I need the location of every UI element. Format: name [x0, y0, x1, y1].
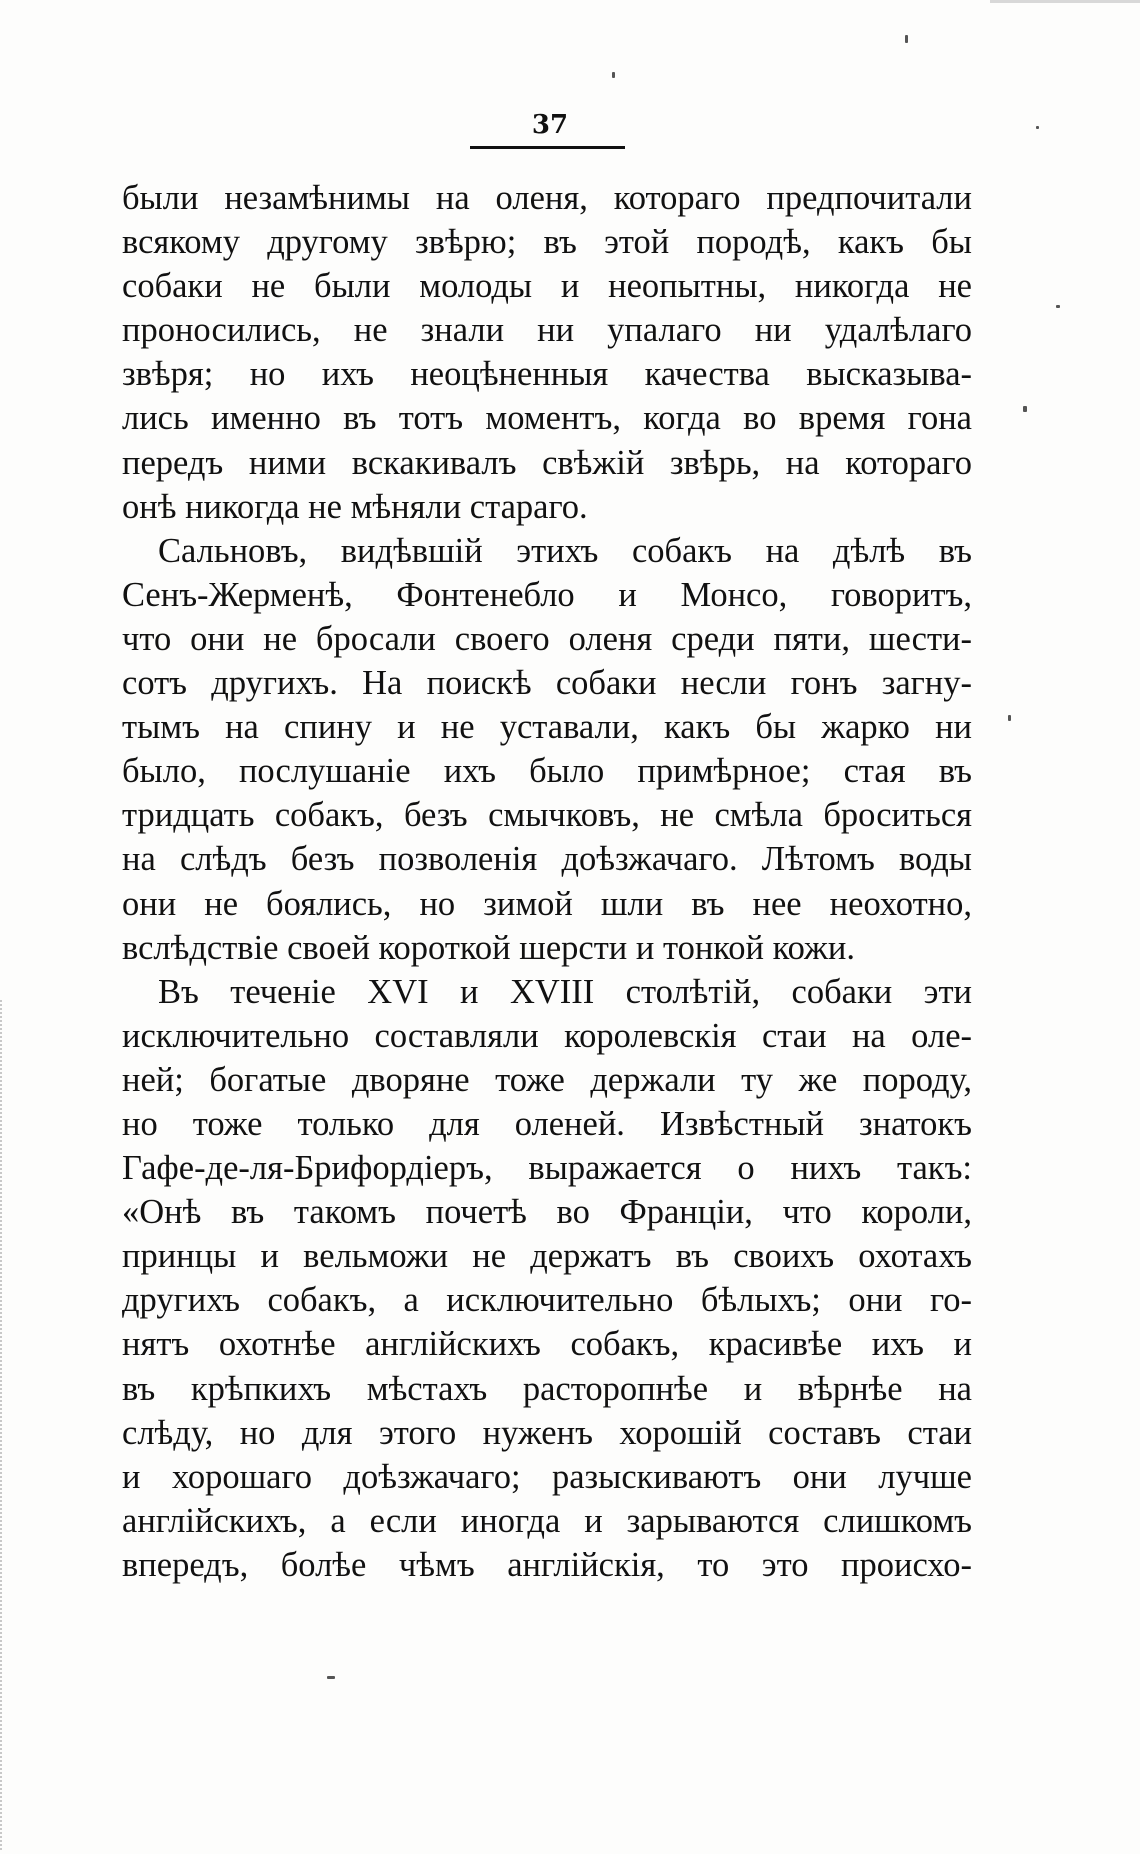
text-line: англійскихъ, а если иногда и зарываются слишкомъ [122, 1501, 972, 1540]
text-line: и хорошаго доѣзжачаго; разыскиваютъ они лучше [122, 1457, 972, 1496]
text-line: исключительно составляли королевскія стаи на оле- [122, 1016, 972, 1055]
text-line: вслѣдствіе своей короткой шерсти и тонкой кожи. [122, 928, 855, 967]
scan-speck [1036, 126, 1039, 129]
text-line: онѣ никогда не мѣняли стараго. [122, 487, 588, 526]
text-line: было, послушаніе ихъ было примѣрное; стая въ [122, 752, 972, 791]
page-edge-left [0, 1000, 4, 1850]
text-line: собаки не были молоды и неопытны, никогда не [122, 267, 972, 306]
scan-speck [327, 1676, 335, 1679]
scan-speck [1056, 305, 1060, 308]
scan-speck [1023, 406, 1027, 412]
text-line: слѣду, но для этого нуженъ хорошій составъ стаи [122, 1413, 972, 1452]
text-line: тымъ на спину и не уставали, какъ бы жарко ни [122, 708, 972, 747]
text-line: на слѣдъ безъ позволенія доѣзжачаго. Лѣтомъ воды [122, 840, 972, 879]
text-line: что они не бросали своего оленя среди пяти, шести- [122, 619, 972, 658]
text-line: другихъ собакъ, а исключительно бѣлыхъ; они го- [122, 1281, 972, 1320]
text-line: Въ теченіе XVI и XVIII столѣтій, собаки эти [158, 972, 972, 1011]
text-line: впередъ, болѣе чѣмъ англійскія, то это происхо- [122, 1545, 972, 1584]
text-line: Сенъ-Жерменѣ, Фонтенебло и Монсо, говоритъ, [122, 575, 972, 614]
body-text [122, 176, 972, 1587]
scan-speck [905, 35, 908, 43]
text-line: нятъ охотнѣе англійскихъ собакъ, красивѣе ихъ и [122, 1325, 972, 1364]
text-line: ней; богатые дворяне тоже держали ту же породу, [122, 1060, 972, 1099]
text-line: они не боялись, но зимой шли въ нее неохотно, [122, 884, 972, 923]
page-number: 37 [531, 110, 569, 140]
scan-speck [612, 72, 615, 78]
text-line: были незамѣнимы на оленя, котораго предпочитали [122, 179, 972, 217]
text-line: всякому другому звѣрю; въ этой породѣ, какъ бы [122, 223, 972, 262]
text-line: тридцать собакъ, безъ смычковъ, не смѣла броситься [122, 796, 972, 835]
text-line: «Онѣ въ такомъ почетѣ во Франціи, что короли, [122, 1193, 972, 1232]
page-edge-top [990, 0, 1140, 3]
text-line: лись именно въ тотъ моментъ, когда во время гона [122, 399, 972, 438]
text-line: принцы и вельможи не держатъ въ своихъ охотахъ [122, 1237, 972, 1276]
text-line: проносились, не знали ни упалаго ни удалѣлаго [122, 311, 972, 350]
header-rule [470, 146, 625, 149]
text-line: звѣря; но ихъ неоцѣненныя качества высказыва- [122, 355, 972, 394]
text-line: передъ ними вскакивалъ свѣжій звѣрь, на котораго [122, 443, 972, 482]
text-line: сотъ другихъ. На поискѣ собаки несли гонъ загну- [122, 664, 972, 703]
text-line: но тоже только для оленей. Извѣстный знатокъ [122, 1104, 972, 1143]
text-line: Гафе-де-ля-Брифордіеръ, выражается о нихъ такъ: [122, 1149, 972, 1188]
text-line: Сальновъ, видѣвшій этихъ собакъ на дѣлѣ въ [158, 531, 972, 570]
text-line: въ крѣпкихъ мѣстахъ расторопнѣе и вѣрнѣе на [122, 1369, 972, 1408]
scan-speck [1008, 715, 1011, 721]
